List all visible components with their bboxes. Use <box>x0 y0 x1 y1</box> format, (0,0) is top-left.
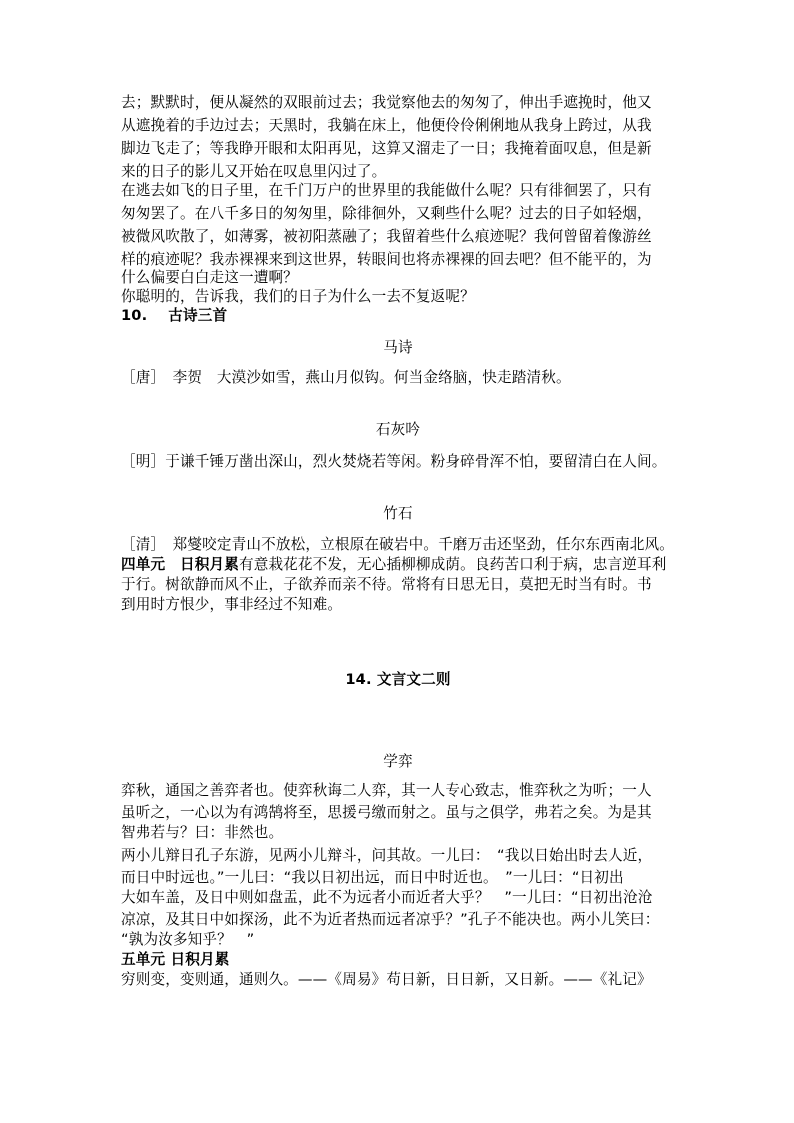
unit4-text: 有意栽花花不发，无心插柳柳成荫。良药苦口利于病，忠言逆耳利 <box>238 556 667 573</box>
prose-line: 样的痕迹呢？我赤裸裸来到这世界，转眼间也将赤裸裸的回去吧？但不能平的，为 <box>121 251 652 268</box>
prose-line: 被微风吹散了，如薄雾，被初阳蒸融了；我留着些什么痕迹呢？我何曾留着像游丝 <box>121 228 652 245</box>
text-line: 大如车盖，及日中则如盘盂，此不为远者小而近者大乎？ ”一儿曰：“日初出沧沧 <box>121 889 653 906</box>
text-line: 而日中时远也。”一儿曰：“我以日初出远，而日中时近也。 ”一儿曰：“日初出 <box>121 869 624 886</box>
section-number: 10. <box>121 307 148 324</box>
poem-title: 竹石 <box>383 505 413 522</box>
text-line: “孰为汝多知乎？ ” <box>121 931 255 948</box>
poem-line: ［清］ 郑燮咬定青山不放松，立根原在破岩中。千磨万击还坚劲，任尔东西南北风。 <box>121 536 674 553</box>
prose-line: 从遮挽着的手边过去；天黑时，我躺在床上，他便伶伶俐俐地从我身上跨过，从我 <box>121 117 652 134</box>
section-title: 古诗三首 <box>168 307 228 324</box>
poem-line: ［明］于谦千锤万凿出深山，烈火焚烧若等闲。粉身碎骨浑不怕，要留清白在人间。 <box>121 453 667 470</box>
text-line: 智弗若与？曰：非然也。 <box>121 824 284 841</box>
prose-line: 来的日子的影儿又开始在叹息里闪过了。 <box>121 163 387 180</box>
section-14-heading: 14. 文言文二则 <box>345 671 451 688</box>
prose-line: 脚边飞走了；等我睁开眼和太阳再见，这算又溜走了一日；我掩着面叹息，但是新 <box>121 140 652 157</box>
unit5-line: 穷则变，变则通，通则久。——《周易》苟日新，日日新，又日新。——《礼记》 <box>121 971 652 988</box>
prose-line: 什么偏要白白走这一遭啊？ <box>121 269 298 286</box>
text-line: 弈秋，通国之善弈者也。使弈秋诲二人弈，其一人专心致志，惟弈秋之为听；一人 <box>121 782 652 799</box>
text-title: 学弈 <box>383 753 413 770</box>
text-line: 两小儿辩日孔子东游，见两小儿辩斗，问其故。一儿曰： “我以日始出时去人近， <box>121 847 653 864</box>
prose-line: 你聪明的，告诉我，我们的日子为什么一去不复返呢？ <box>121 288 475 305</box>
section-10-heading <box>121 306 681 326</box>
unit4-label: 四单元 日积月累 <box>121 556 239 573</box>
unit4-line: 于行。树欲静而风不止，子欲养而亲不待。常将有日思无日，莫把无时当有时。书 <box>121 576 652 593</box>
text-line: 凉凉，及其日中如探汤，此不为近者热而远者凉乎？”孔子不能决也。两小儿笑曰： <box>121 911 660 928</box>
poem-title: 马诗 <box>383 339 413 356</box>
poem-title: 石灰吟 <box>375 421 421 438</box>
unit4-line <box>121 555 681 575</box>
prose-line: 在逃去如飞的日子里，在千门万户的世界里的我能做什么呢？只有徘徊罢了，只有 <box>121 182 652 199</box>
poem-line: ［唐］ 李贺 大漠沙如雪，燕山月似钩。何当金络脑，快走踏清秋。 <box>121 369 571 386</box>
text-line: 虽听之，一心以为有鸿鹄将至，思援弓缴而射之。虽与之俱学，弗若之矣。为是其 <box>121 804 652 821</box>
unit5-label: 五单元 日积月累 <box>121 951 230 968</box>
prose-line: 去；默默时，便从凝然的双眼前过去；我觉察他去的匆匆了，伸出手遮挽时，他又 <box>121 94 652 111</box>
prose-line: 匆匆罢了。在八千多日的匆匆里，除徘徊外，又剩些什么呢？过去的日子如轻烟， <box>121 205 652 222</box>
unit4-line: 到用时方恨少，事非经过不知难。 <box>121 596 343 613</box>
